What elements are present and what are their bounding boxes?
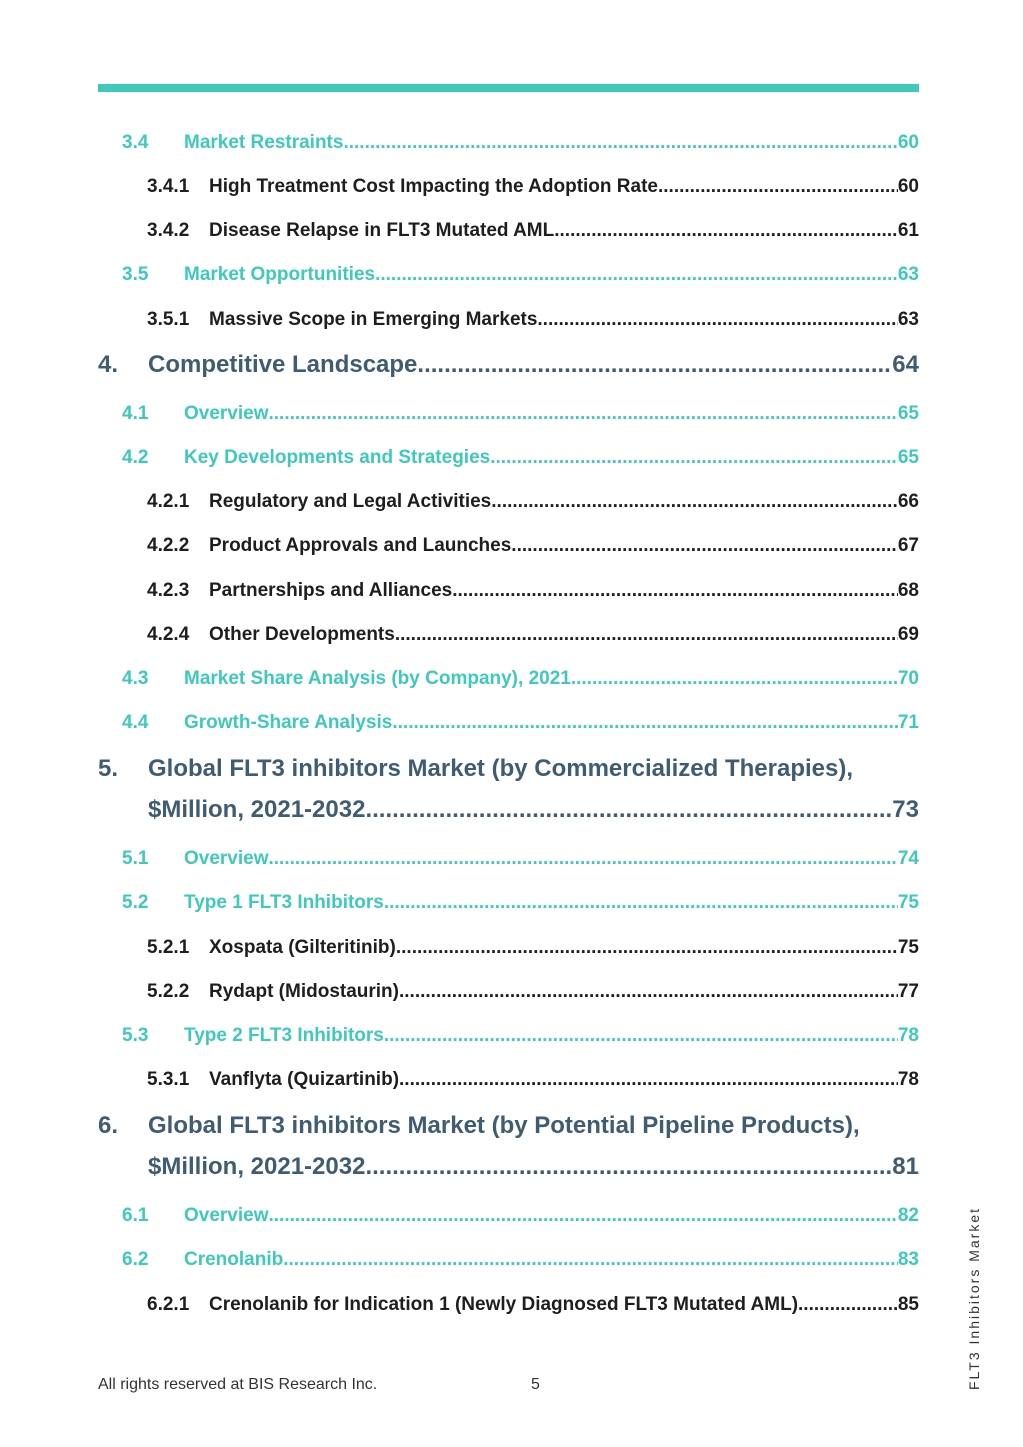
toc-title: Competitive Landscape — [148, 351, 418, 378]
toc-title: Market Opportunities — [184, 264, 376, 285]
toc-leader-dots — [452, 580, 898, 602]
toc-title: Type 2 FLT3 Inhibitors — [184, 1025, 384, 1046]
toc-title: Xospata (Gilteritinib) — [209, 937, 396, 958]
toc-entry-5[interactable] — [98, 755, 919, 787]
toc-entry-5-continued[interactable] — [148, 796, 919, 828]
toc-number: 4.4 — [122, 712, 149, 733]
toc-number: 6. — [98, 1112, 119, 1139]
toc-entry-4-2[interactable] — [122, 447, 919, 473]
toc-title: Crenolanib — [184, 1249, 284, 1270]
toc-leader-dots — [399, 981, 898, 1003]
toc-leader-dots — [798, 1294, 898, 1316]
toc-leader-dots — [417, 351, 892, 379]
toc-title: Overview — [184, 1205, 269, 1226]
toc-entry-6-2[interactable] — [122, 1249, 919, 1275]
toc-number: 5.3 — [122, 1025, 149, 1046]
toc-leader-dots — [365, 1153, 892, 1181]
toc-number: 4.2.2 — [147, 535, 190, 556]
toc-page: 63 — [897, 309, 919, 330]
toc-title: Crenolanib for Indication 1 (Newly Diagnosed FLT3 Mutated AML) — [209, 1294, 799, 1315]
toc-entry-4-4[interactable] — [122, 712, 919, 738]
toc-entry-6-continued[interactable] — [148, 1153, 919, 1185]
toc-leader-dots — [396, 937, 898, 959]
toc-title: Vanflyta (Quizartinib) — [209, 1069, 400, 1090]
toc-number: 5.1 — [122, 848, 149, 869]
toc-title: Type 1 FLT3 Inhibitors — [184, 892, 384, 913]
toc-page: 64 — [892, 351, 919, 378]
toc-page: 75 — [897, 937, 919, 958]
toc-number: 5.2.1 — [147, 937, 190, 958]
toc-entry-4-1[interactable] — [122, 403, 919, 429]
toc-entry-6[interactable] — [98, 1112, 919, 1144]
toc-entry-5-3-1[interactable] — [147, 1069, 919, 1095]
toc-leader-dots — [491, 491, 898, 513]
toc-number: 4.1 — [122, 403, 149, 424]
toc-title: Market Restraints — [184, 132, 344, 153]
toc-title: Other Developments — [209, 624, 395, 645]
toc-leader-dots — [269, 403, 898, 425]
toc-leader-dots — [554, 220, 898, 242]
toc-page: 78 — [897, 1069, 919, 1090]
toc-title-continued: $Million, 2021-2032 — [148, 1153, 366, 1180]
toc-page: 85 — [897, 1294, 919, 1315]
toc-page: 67 — [897, 535, 919, 556]
toc-title: Rydapt (Midostaurin) — [209, 981, 399, 1002]
toc-leader-dots — [384, 892, 898, 914]
toc-title-continued: $Million, 2021-2032 — [148, 796, 366, 823]
footer-copyright: All rights reserved at BIS Research Inc. — [98, 1376, 378, 1393]
toc-entry-6-1[interactable] — [122, 1205, 919, 1231]
toc-entry-4-3[interactable] — [122, 668, 919, 694]
toc-leader-dots — [365, 796, 892, 824]
toc-leader-dots — [571, 668, 898, 690]
toc-page: 77 — [897, 981, 919, 1002]
toc-number: 3.5 — [122, 264, 149, 285]
toc-entry-4[interactable] — [98, 351, 919, 383]
toc-leader-dots — [269, 1205, 898, 1227]
toc-number: 3.4 — [122, 132, 149, 153]
toc-leader-dots — [537, 309, 897, 331]
toc-leader-dots — [511, 535, 898, 557]
toc-page: 65 — [897, 447, 919, 468]
toc-page: 66 — [897, 491, 919, 512]
side-label: FLT3 Inhibitors Market — [966, 1206, 982, 1390]
toc-leader-dots — [399, 1069, 898, 1091]
toc-page: 63 — [897, 264, 919, 285]
toc-number: 5.2.2 — [147, 981, 190, 1002]
toc-title: Global FLT3 inhibitors Market (by Potential Pipeline Products), — [148, 1112, 860, 1139]
toc-entry-5-2-2[interactable] — [147, 981, 919, 1007]
toc-title: Overview — [184, 403, 269, 424]
toc-entry-6-2-1[interactable] — [147, 1294, 919, 1320]
toc-page: 71 — [897, 712, 919, 733]
toc-title: High Treatment Cost Impacting the Adoption Rate — [209, 176, 658, 197]
toc-number: 5.2 — [122, 892, 149, 913]
toc-leader-dots — [343, 132, 897, 154]
toc-number: 5.3.1 — [147, 1069, 190, 1090]
toc-page: 81 — [892, 1153, 919, 1180]
toc-page: 73 — [892, 796, 919, 823]
toc-page: 70 — [897, 668, 919, 689]
toc-entry-5-1[interactable] — [122, 848, 919, 874]
toc-number: 4.3 — [122, 668, 149, 689]
toc-leader-dots — [658, 176, 898, 198]
toc-entry-4-2-3[interactable] — [147, 580, 919, 606]
toc-title: Overview — [184, 848, 269, 869]
toc-page: 68 — [897, 580, 919, 601]
toc-entry-4-2-4[interactable] — [147, 624, 919, 650]
toc-title: Massive Scope in Emerging Markets — [209, 309, 538, 330]
toc-number: 4. — [98, 351, 119, 378]
toc-page: 69 — [897, 624, 919, 645]
toc-title: Disease Relapse in FLT3 Mutated AML — [209, 220, 555, 241]
toc-number: 6.1 — [122, 1205, 149, 1226]
toc-leader-dots — [283, 1249, 898, 1271]
toc-entry-3-4[interactable] — [122, 132, 919, 158]
toc-entry-5-3[interactable] — [122, 1025, 919, 1051]
toc-page: 83 — [897, 1249, 919, 1270]
toc-entry-5-2-1[interactable] — [147, 937, 919, 963]
toc-number: 3.4.2 — [147, 220, 190, 241]
toc-leader-dots — [269, 848, 898, 870]
toc-number: 6.2.1 — [147, 1294, 190, 1315]
toc-number: 4.2.4 — [147, 624, 190, 645]
toc-entry-3-5[interactable] — [122, 264, 919, 290]
toc-leader-dots — [395, 624, 898, 646]
toc-entry-3-5-1[interactable] — [147, 309, 919, 335]
toc-number: 3.4.1 — [147, 176, 190, 197]
toc-leader-dots — [375, 264, 898, 286]
toc-number: 4.2.3 — [147, 580, 190, 601]
toc-entry-3-4-2[interactable] — [147, 220, 919, 246]
toc-entry-5-2[interactable] — [122, 892, 919, 918]
toc-page: 61 — [897, 220, 919, 241]
toc-page: 78 — [897, 1025, 919, 1046]
toc-leader-dots — [392, 712, 898, 734]
toc-page: 65 — [897, 403, 919, 424]
toc-number: 4.2.1 — [147, 491, 190, 512]
toc-entry-4-2-1[interactable] — [147, 491, 919, 517]
toc-page: 82 — [897, 1205, 919, 1226]
toc-title: Growth-Share Analysis — [184, 712, 393, 733]
toc-entry-3-4-1[interactable] — [147, 176, 919, 202]
toc-number: 6.2 — [122, 1249, 149, 1270]
toc-page: 74 — [897, 848, 919, 869]
toc-page: 75 — [897, 892, 919, 913]
toc-title: Global FLT3 inhibitors Market (by Commercialized Therapies), — [148, 755, 854, 782]
toc-title: Market Share Analysis (by Company), 2021 — [184, 668, 571, 689]
toc-number: 4.2 — [122, 447, 149, 468]
toc-title: Key Developments and Strategies — [184, 447, 491, 468]
toc-title: Regulatory and Legal Activities — [209, 491, 492, 512]
toc-title: Product Approvals and Launches — [209, 535, 512, 556]
toc-number: 3.5.1 — [147, 309, 190, 330]
toc-page: 60 — [897, 176, 919, 197]
toc-leader-dots — [384, 1025, 898, 1047]
toc-entry-4-2-2[interactable] — [147, 535, 919, 561]
toc-leader-dots — [490, 447, 898, 469]
footer-page-number: 5 — [531, 1376, 540, 1393]
toc-title: Partnerships and Alliances — [209, 580, 453, 601]
toc-number: 5. — [98, 755, 119, 782]
toc-page: 60 — [897, 132, 919, 153]
